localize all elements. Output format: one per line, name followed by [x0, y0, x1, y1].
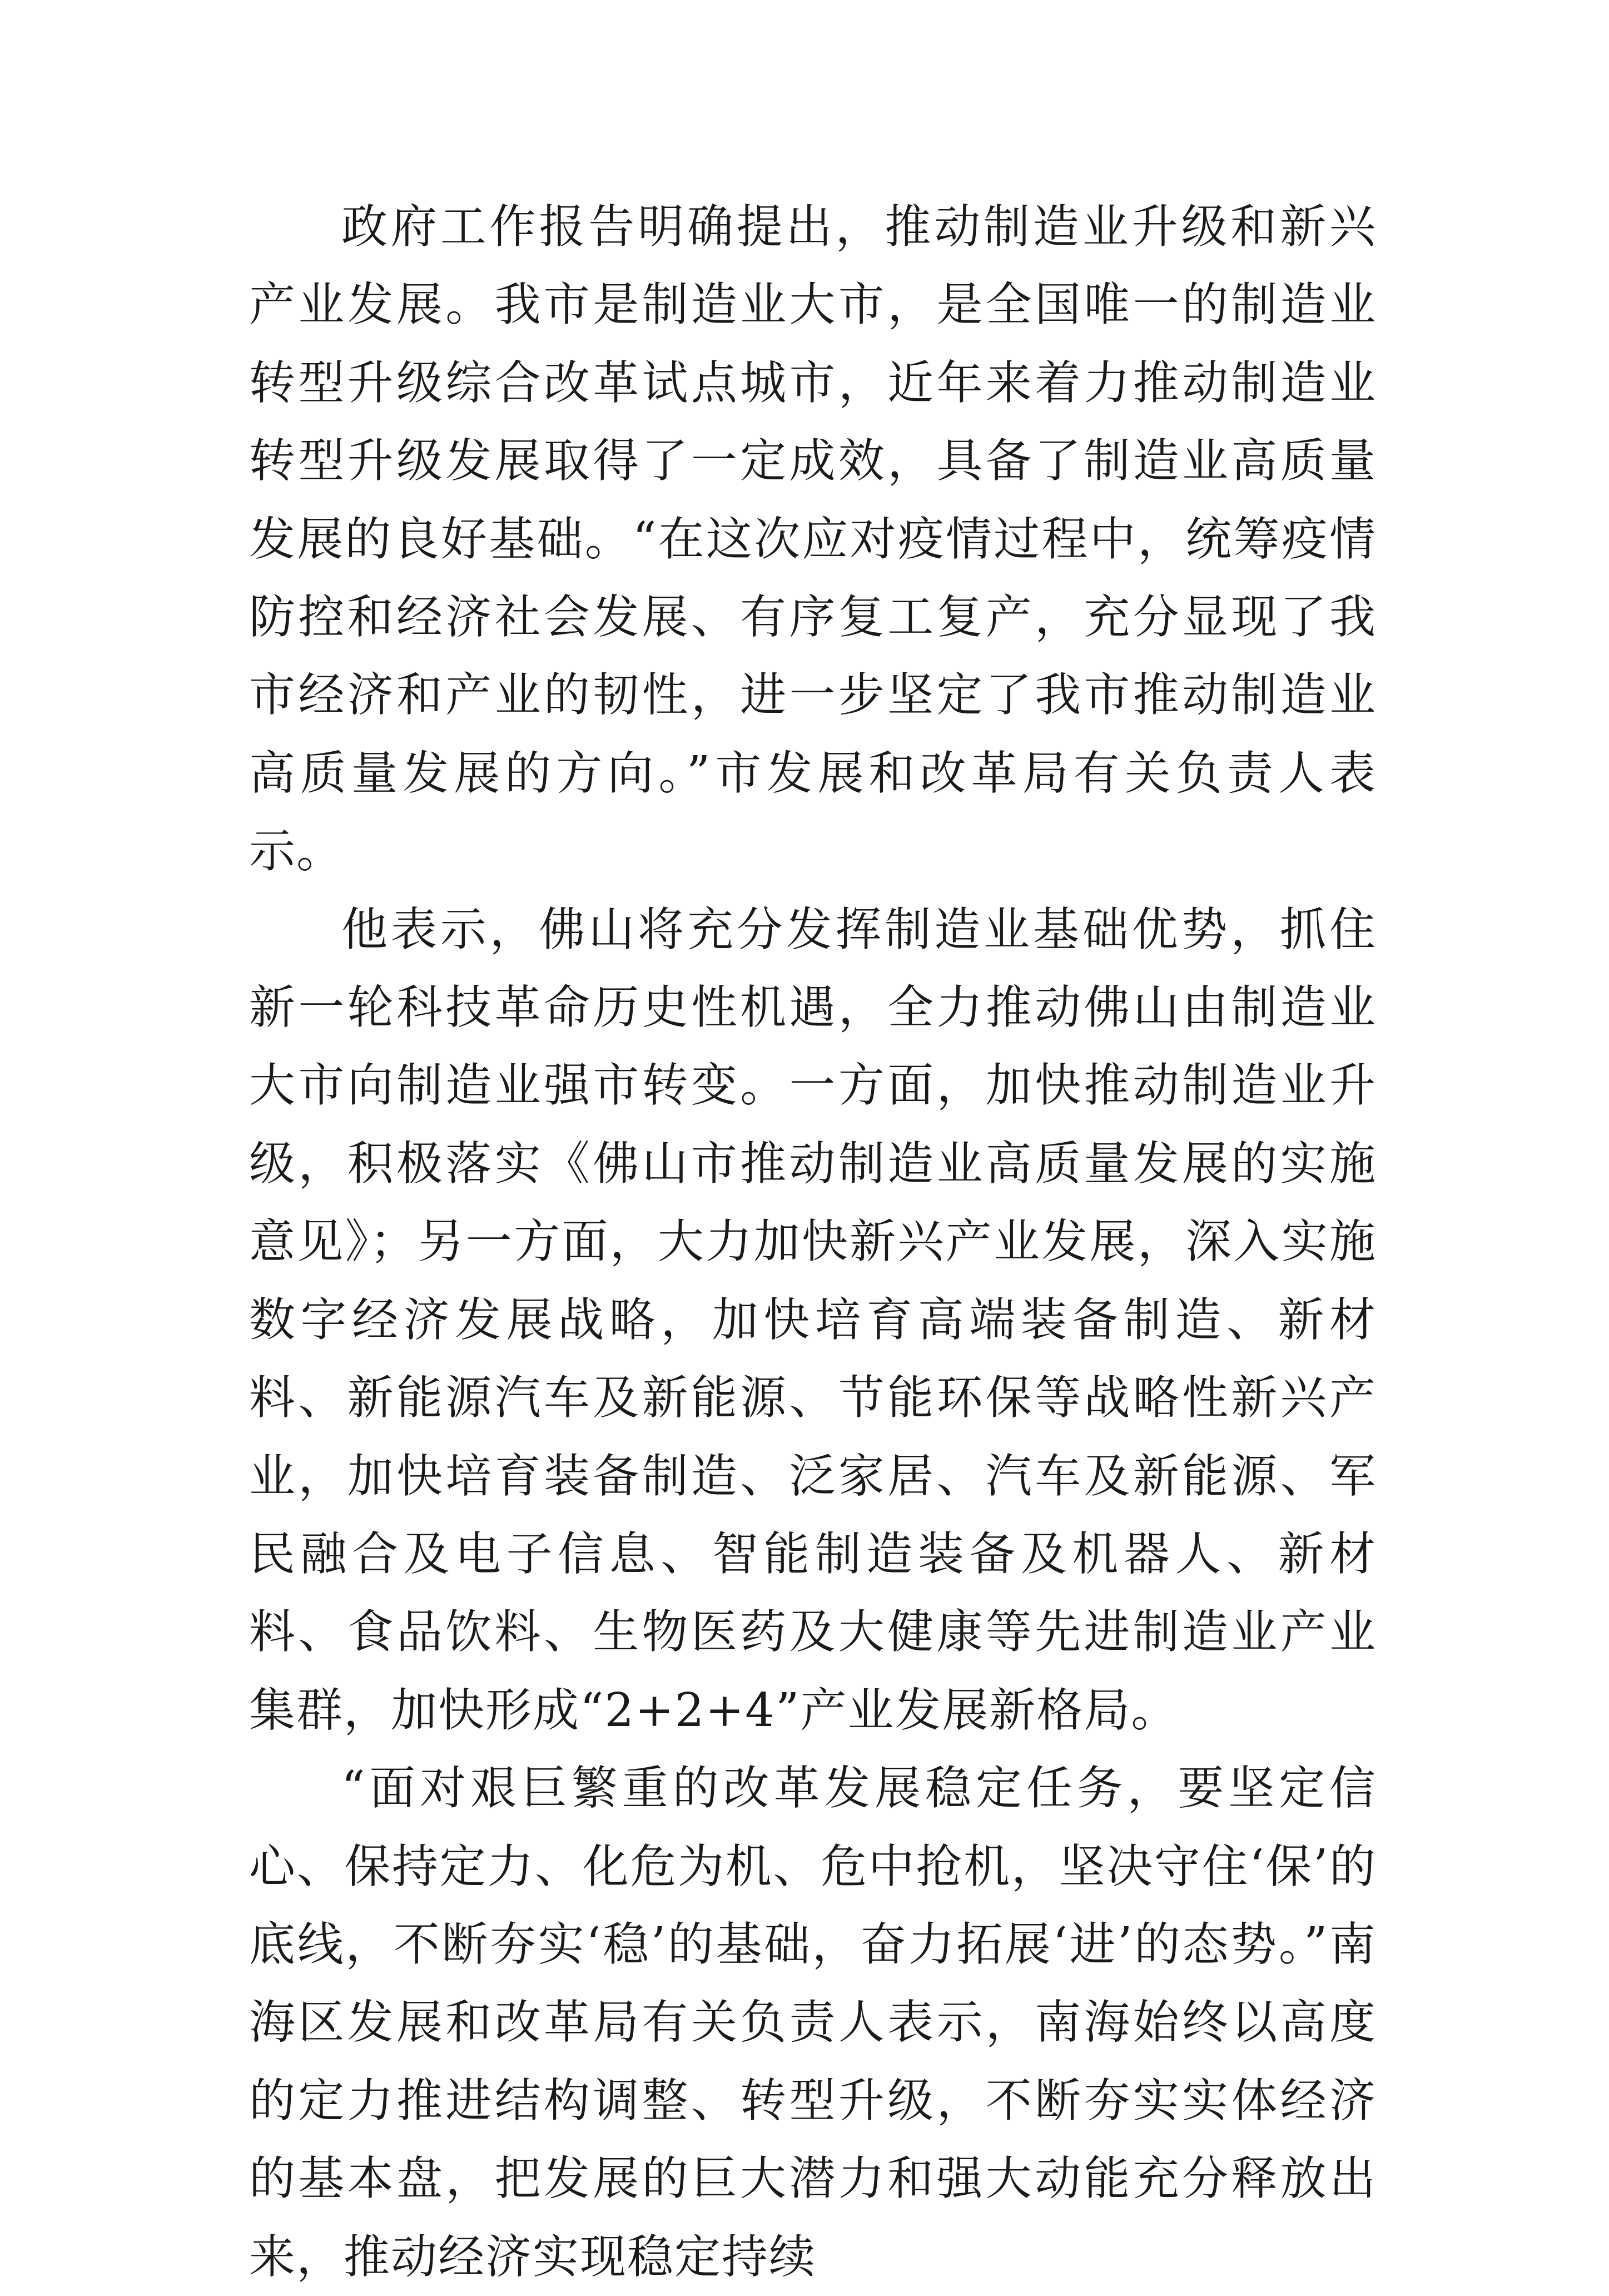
- article-body: [249, 188, 1377, 2296]
- paragraph-3: “面对艰巨繁重的改革发展稳定任务，要坚定信心、保持定力、化危为机、危中抢机，坚决守住‘保’的底线，不断夯实‘稳’的基础，奋力拓展‘进’的态势。”南海区发展和改革局有关负责人表示，南海始终以高度的定力推进结构调整、转型升级，不断夯实实体经济的基本盘，把发展的巨大潜力和强大动能充分释放出来，推动经济实现稳定持续: [249, 1761, 1377, 2284]
- paragraph-2: 他表示，佛山将充分发挥制造业基础优势，抓住新一轮科技革命历史性机遇，全力推动佛山由制造业大市向制造业强市转变。一方面，加快推动制造业升级，积极落实《佛山市推动制造业高质量发展的实施意见》；另一方面，大力加快新兴产业发展，深入实施数字经济发展战略，加快培育高端装备制造、新材料、新能源汽车及新能源、节能环保等战略性新兴产业，加快培育装备制造、泛家居、汽车及新能源、军民融合及电子信息、智能制造装备及机器人、新材料、食品饮料、生物医药及大健康等先进制造业产业集群，加快形成“2+2+4”产业发展新格局。: [249, 902, 1377, 1737]
- paragraph-1: 政府工作报告明确提出，推动制造业升级和新兴产业发展。我市是制造业大市，是全国唯一的制造业转型升级综合改革试点城市，近年来着力推动制造业转型升级发展取得了一定成效，具备了制造业高质量发展的良好基础。“在这次应对疫情过程中，统筹疫情防控和经济社会发展、有序复工复产，充分显现了我市经济和产业的韧性，进一步坚定了我市推动制造业高质量发展的方向。”市发展和改革局有关负责人表示。: [249, 200, 1377, 879]
